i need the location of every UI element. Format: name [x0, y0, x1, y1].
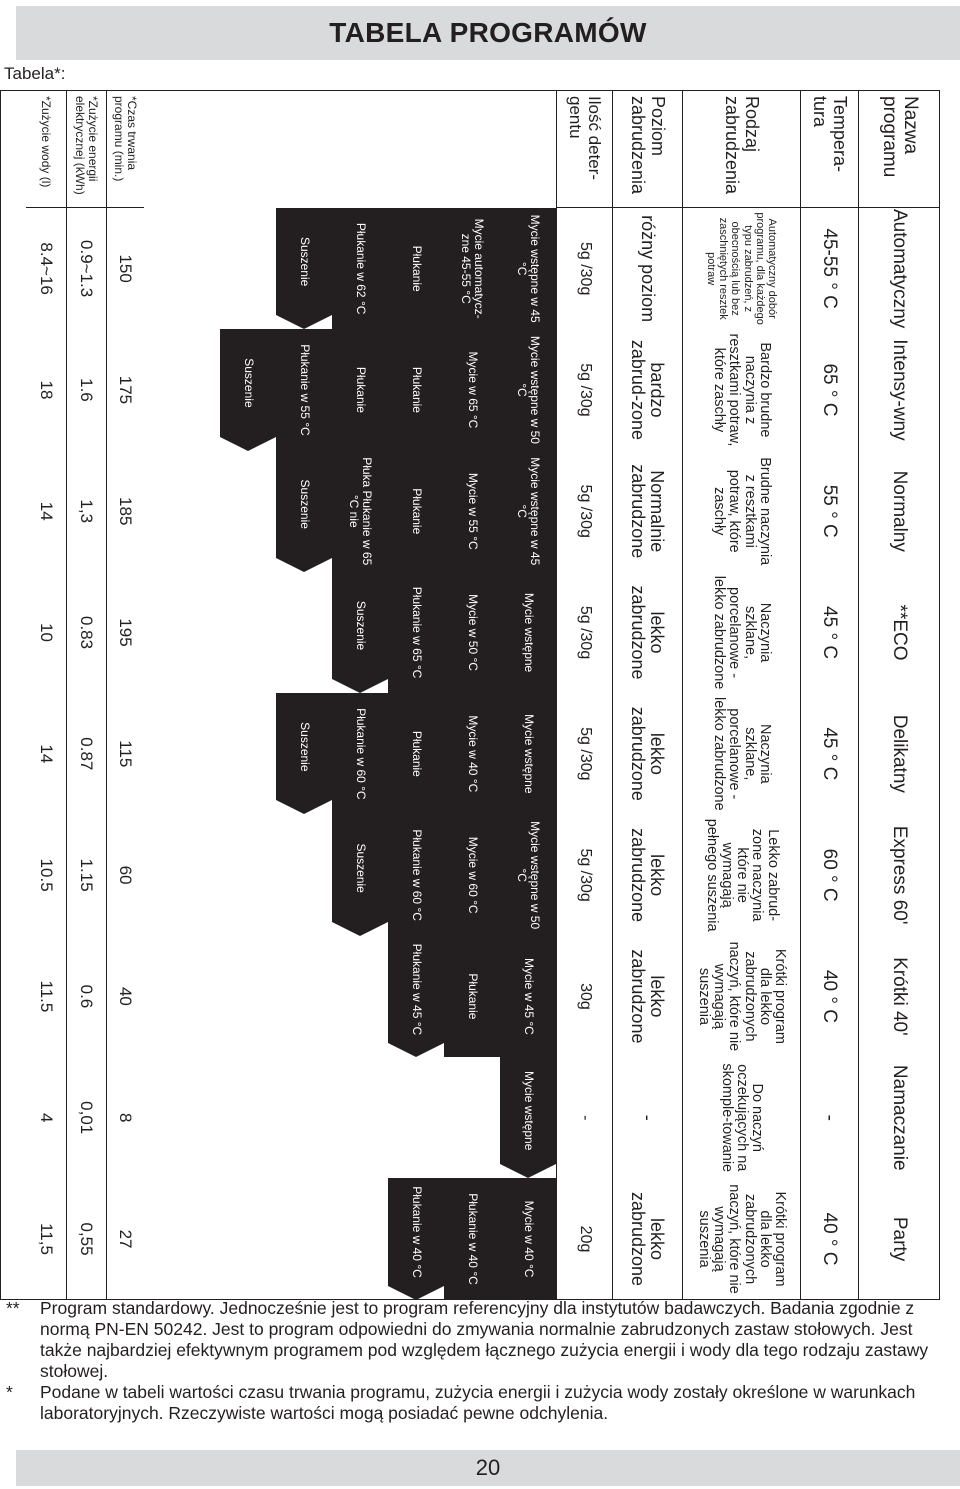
program-step: Mycie wstępne w 45 °C: [500, 208, 556, 329]
cell-time: 175: [116, 375, 136, 405]
cell-energy: 0.87: [77, 737, 97, 771]
program-step: Suszenie: [276, 451, 332, 558]
program-step: Suszenie: [332, 572, 388, 679]
steps-column: [144, 572, 556, 693]
cell-name: Delikatny: [889, 714, 911, 793]
program-table-rotated: [0, 90, 940, 1300]
row-header-energy: *Zużycie energii elektrycznej (kWh): [67, 90, 106, 208]
program-step: Płukanie: [332, 329, 388, 450]
cell-energy: 1.15: [77, 858, 97, 892]
cell-water: 8.4~16: [36, 242, 56, 295]
cell-energy: 1.6: [77, 378, 97, 402]
cell-water: 14: [36, 501, 56, 521]
steps-column: [144, 329, 556, 450]
row-header-name: Nazwa programu: [859, 90, 940, 208]
cell-soil-level: lekko zabrudzone: [628, 949, 668, 1044]
program-step: Płukanie w 60 °C: [388, 814, 444, 935]
cell-soil-type: Do naczyń oczekujących na skomple-towanie: [718, 1063, 766, 1173]
row-temperature: [800, 90, 858, 1300]
program-step: Mycie wstępne w 45 °C: [500, 451, 556, 572]
program-step: Mycie wstępne w 50 °C: [500, 329, 556, 450]
cell-soil-type: Naczynia szklane, porcelanowe - lekko zabrudzone: [711, 697, 773, 811]
cell-name: Automatyczny: [889, 208, 911, 329]
cell-name: Normalny: [889, 470, 911, 552]
steps-column: [144, 814, 556, 935]
program-step: Mycie w 40 °C: [500, 1178, 556, 1299]
cell-name: Krótki 40': [889, 957, 911, 1036]
cell-energy: 0.9~1.3: [77, 240, 97, 298]
cell-name: **ECO: [889, 604, 911, 661]
cell-temp: 45-55 ° C: [819, 228, 841, 309]
cell-energy: 0.6: [77, 984, 97, 1009]
program-step: Płukanie: [388, 693, 444, 814]
steps-column: [144, 208, 556, 329]
cell-energy: 1,3: [77, 499, 97, 524]
cell-time: 150: [116, 254, 136, 283]
row-time: [106, 90, 144, 1300]
cell-soil-level: lekko zabrudzone: [628, 828, 668, 923]
program-step: Płukanie: [388, 451, 444, 572]
steps-column: [144, 693, 556, 814]
cell-detergent: 5g /30g: [576, 484, 594, 538]
cell-energy: 0,01: [77, 1101, 97, 1135]
program-step: Mycie wstępne: [500, 572, 556, 693]
cell-soil-level: bardzo zabrud-zone: [628, 339, 668, 440]
program-step: Płuka Płukanie w 65 °C nie: [332, 451, 388, 572]
program-step: Płukanie w 62 °C: [332, 208, 388, 329]
cell-energy: 0,55: [77, 1222, 97, 1256]
program-step: Płukanie w 40 °C: [444, 1178, 500, 1299]
cell-water: 10.5: [36, 858, 56, 892]
cell-time: 185: [116, 497, 136, 526]
cell-temp: 45 ° C: [819, 606, 841, 660]
cell-name: Namaczanie: [889, 1064, 911, 1171]
steps-side-spacer: [144, 90, 556, 208]
cell-time: 195: [116, 618, 136, 647]
cell-temp: 40 ° C: [819, 1212, 841, 1266]
row-program-name: [858, 90, 940, 1300]
cell-soil-level: Normalnie zabrudzone: [628, 464, 668, 559]
table-label: Tabela*:: [4, 64, 66, 83]
program-step: Mycie w 60 °C: [444, 814, 500, 935]
cell-name: Intensy-wny: [889, 339, 911, 441]
cell-soil-type: Krótki program dla lekko zabrudzonych naczyń, które nie wymagają suszenia: [696, 1184, 789, 1294]
program-step: Suszenie: [332, 814, 388, 921]
title-bar: [16, 6, 960, 60]
row-water: [26, 90, 66, 1300]
cell-soil-level: lekko zabrudzone: [628, 706, 668, 801]
program-step: Mycie w 45 °C: [500, 936, 556, 1057]
program-step: Mycie w 55 °C: [444, 451, 500, 572]
program-table: [0, 90, 940, 1300]
program-step: Suszenie: [276, 693, 332, 800]
program-step: Płukanie w 60 °C: [332, 693, 388, 814]
steps-column: [144, 1057, 556, 1178]
cell-temp: 45 ° C: [819, 727, 841, 781]
cell-soil-level: -: [637, 1114, 658, 1121]
footnote-mark: **: [6, 1298, 20, 1318]
program-step: Suszenie: [220, 329, 276, 436]
cell-water: 18: [36, 380, 56, 400]
row-header-soil-type: Rodzaj zabrudzenia: [683, 90, 800, 208]
cell-detergent: 20g: [576, 1225, 594, 1253]
cell-soil-type: Brudne naczynia z resztkami potraw, które zaschły: [711, 457, 773, 566]
cell-water: 14: [36, 744, 56, 764]
program-steps-block: [144, 90, 556, 1300]
program-step: Mycie wstępne: [500, 693, 556, 814]
program-step: Mycie wstępne: [500, 1057, 556, 1164]
cell-water: 10: [36, 623, 56, 642]
cell-soil-level: lekko zabrudzone: [628, 1191, 668, 1287]
page-footer: [16, 1450, 960, 1486]
cell-detergent: 5g /30g: [576, 363, 594, 417]
cell-temp: 40 ° C: [819, 969, 841, 1023]
cell-detergent: 5g /30g: [576, 727, 594, 781]
footnote-mark: *: [6, 1382, 13, 1402]
program-step: Płukanie w 40 °C: [388, 1178, 444, 1285]
cell-soil-type: Bardzo brudne naczynia z resztkami potraw, które zaschły: [711, 333, 773, 447]
row-header-temperature: Tempera-tura: [801, 90, 858, 208]
program-step: Mycie wstępne w 50 °C: [500, 814, 556, 935]
cell-detergent: 5g /30g: [576, 605, 594, 660]
row-soil-level: [612, 90, 682, 1300]
cell-time: 8: [116, 1112, 136, 1123]
steps-column: [144, 451, 556, 572]
cell-name: Express 60': [889, 825, 911, 925]
cell-soil-type: Automatyczny dobór programu, dla każdego typu zabrudzeń, z obecnością lub bez zaschniętych resztek potraw: [705, 212, 778, 325]
page-title: TABELA PROGRAMÓW: [329, 17, 647, 48]
cell-detergent: 5g /30g: [576, 848, 594, 902]
cell-water: 11.5: [36, 980, 56, 1013]
cell-time: 60: [116, 865, 136, 885]
footnote-text: Podane w tabeli wartości czasu trwania programu, zużycia energii i zużycia wody zostały określone w warunkach laboratoryjnych. Rzeczywiste wartości mogą posiadać pewne odchylenia.: [40, 1382, 916, 1423]
program-step: Płukanie w 45 °C: [388, 936, 444, 1043]
cell-temp: 60 ° C: [819, 848, 841, 902]
footnote-text: Program standardowy. Jednocześnie jest to program referencyjny dla instytutów badawczych. Badania zgodnie z normą PN-EN 50242. Jest to program odpowiedni do zmywania normalnie zabrudzonych zastaw stołowych. Jest także najbardziej efektywnym programem pod względem łącznego zużycia energii i wody dla tego rodzaju zastawy stołowej.: [40, 1298, 929, 1381]
row-header-soil-level: Poziom zabrudzenia: [613, 90, 682, 208]
program-step: Mycie w 50 °C: [444, 572, 500, 693]
program-step: Płukanie: [444, 936, 500, 1057]
cell-soil-type: Naczynia szklane, porcelanowe - lekko zabrudzone: [711, 575, 773, 690]
steps-column: [144, 1178, 556, 1299]
cell-temp: -: [819, 1114, 841, 1121]
row-header-water: *Zużycie wody (l): [26, 90, 66, 208]
steps-column: [144, 936, 556, 1057]
program-step: Płukanie: [388, 329, 444, 450]
cell-detergent: 5g /30g: [576, 241, 594, 296]
program-step: Mycie w 65 °C: [444, 329, 500, 450]
cell-temp: 65 ° C: [819, 363, 841, 417]
cell-time: 40: [116, 986, 136, 1006]
program-step: Płukanie: [388, 208, 444, 329]
page-number: 20: [475, 1455, 501, 1480]
program-step: Suszenie: [276, 208, 332, 315]
cell-energy: 0.83: [77, 615, 97, 650]
cell-soil-level: różny poziom: [637, 215, 658, 323]
cell-name: Party: [889, 1216, 911, 1262]
program-step: Płukanie w 55 °C: [276, 329, 332, 450]
cell-time: 27: [116, 1229, 136, 1249]
cell-detergent: -: [576, 1115, 594, 1121]
row-header-time: *Czas trwania programu (min.): [107, 90, 144, 208]
footnote-standard: [6, 1298, 956, 1382]
program-step: Mycie w 40 °C: [444, 693, 500, 814]
cell-water: 4: [36, 1112, 56, 1123]
row-header-detergent: Ilość deter-gentu: [557, 90, 612, 208]
cell-time: 115: [116, 740, 136, 768]
cell-soil-level: lekko zabrudzone: [628, 585, 668, 680]
row-energy: [66, 90, 106, 1300]
program-step: Mycie automatycz-zne 45-55 °C: [444, 208, 500, 329]
row-soil-type: [682, 90, 800, 1300]
footnotes: [6, 1298, 956, 1424]
cell-soil-type: Krótki program dla lekko zabrudzonych naczyń, które nie wymagają suszenia: [696, 941, 789, 1052]
row-detergent: [556, 90, 612, 1300]
cell-water: 11,5: [36, 1223, 56, 1255]
program-step: Płukanie w 65 °C: [388, 572, 444, 693]
footnote-lab: [6, 1382, 956, 1424]
cell-detergent: 30g: [576, 983, 594, 1010]
cell-temp: 55 ° C: [819, 484, 841, 538]
cell-soil-type: Lekko zabrud-zone naczynia które nie wymagają pełnego suszenia: [703, 818, 781, 932]
